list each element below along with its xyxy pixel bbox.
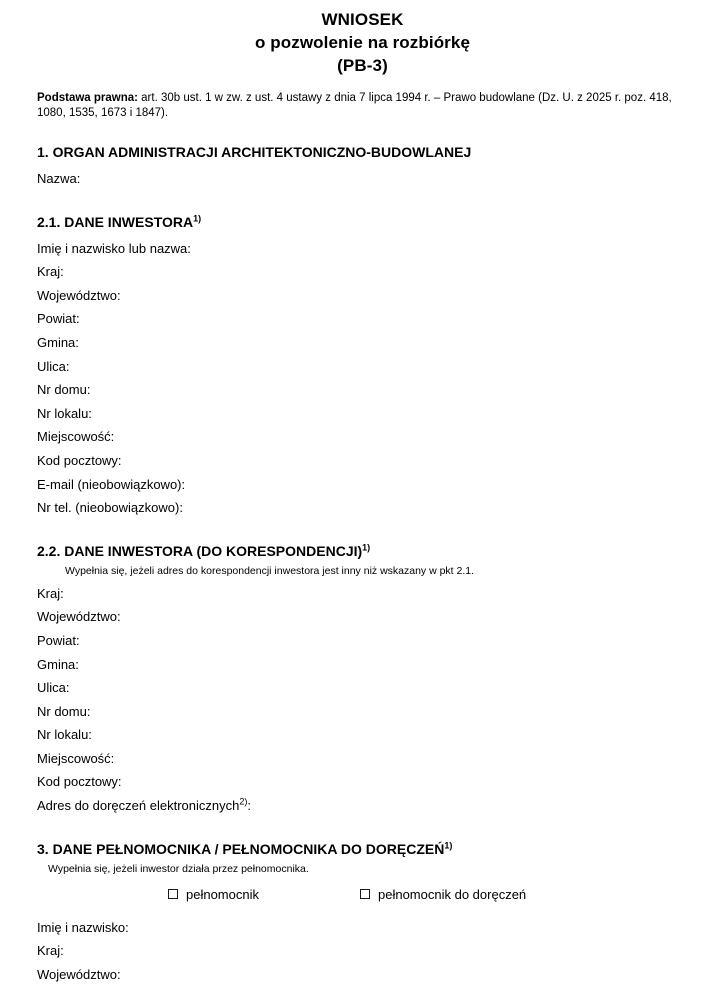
page-title xyxy=(37,0,688,77)
title-line-1: WNIOSEK xyxy=(321,10,404,29)
field-label-imie-nazwisko-nazwa: Imię i nazwisko lub nazwa: xyxy=(37,240,191,256)
field-label-adres-doreczen-footnote-ref: 2) xyxy=(239,796,248,807)
field-label-miejscowosc: Miejscowość: xyxy=(37,429,115,445)
section-heading-investor-correspondence xyxy=(37,520,688,560)
field-label-pelnomocnik-kraj: Kraj: xyxy=(37,943,64,959)
field-list-investor-correspondence xyxy=(37,578,688,818)
checkbox-label-pelnomocnik-do-doreczen: pełnomocnik do doręczeń xyxy=(378,886,527,902)
field-label-kod-pocztowy: Kod pocztowy: xyxy=(37,452,122,468)
field-label-adres-doreczen-elektronicznych xyxy=(37,794,688,818)
field-label-korespondencja-powiat: Powiat: xyxy=(37,632,80,648)
field-list-investor xyxy=(37,231,688,520)
section-heading-investor-footnote-ref: 1) xyxy=(193,212,202,223)
section-heading-investor-text: 2.1. DANE INWESTORA xyxy=(37,213,194,230)
section-heading-investor xyxy=(37,191,688,231)
field-label-wojewodztwo: Województwo: xyxy=(37,287,121,303)
field-label-nr-lokalu: Nr lokalu: xyxy=(37,405,92,421)
field-label-adres-doreczen-colon: : xyxy=(247,798,251,814)
field-label-korespondencja-nr-domu: Nr domu: xyxy=(37,703,91,719)
checkbox-icon-pelnomocnik-do-doreczen[interactable] xyxy=(360,889,370,899)
field-list-proxy xyxy=(37,912,688,986)
field-label-kraj: Kraj: xyxy=(37,264,64,280)
section-heading-investor-correspondence-text: 2.2. DANE INWESTORA (DO KORESPONDENCJI) xyxy=(37,542,363,559)
field-label-pelnomocnik-imie-nazwisko: Imię i nazwisko: xyxy=(37,919,129,935)
section-heading-proxy xyxy=(37,818,688,858)
field-label-nazwa: Nazwa: xyxy=(37,171,81,186)
checkbox-icon-pelnomocnik[interactable] xyxy=(168,889,178,899)
checkbox-option-pelnomocnik-do-doreczen[interactable] xyxy=(360,886,526,903)
legal-basis-label: Podstawa prawna: xyxy=(37,92,138,104)
field-label-korespondencja-nr-lokalu: Nr lokalu: xyxy=(37,727,92,743)
section-heading-organ xyxy=(37,121,688,161)
field-label-nr-tel: Nr tel. (nieobowiązkowo): xyxy=(37,500,183,516)
section-note-proxy: Wypełnia się, jeżeli inwestor działa przez pełnomocnika. xyxy=(48,862,309,875)
section-heading-investor-correspondence-footnote-ref: 1) xyxy=(362,542,371,553)
field-label-korespondencja-kod-pocztowy: Kod pocztowy: xyxy=(37,774,122,790)
field-label-korespondencja-kraj: Kraj: xyxy=(37,585,64,601)
field-label-korespondencja-miejscowosc: Miejscowość: xyxy=(37,750,115,766)
legal-basis-text: art. 30b ust. 1 w zw. z ust. 4 ustawy z dnia 7 lipca 1994 r. – Prawo budowlane (Dz. U. z 2025 r. poz. 418, 1080, 1535, 1673 i 1847). xyxy=(37,92,672,119)
title-line-2: o pozwolenie na rozbiórkę xyxy=(254,33,471,52)
field-label-pelnomocnik-wojewodztwo: Województwo: xyxy=(37,966,121,982)
section-heading-proxy-footnote-ref: 1) xyxy=(444,840,453,850)
field-label-korespondencja-wojewodztwo: Województwo: xyxy=(37,609,121,625)
field-label-gmina: Gmina: xyxy=(37,334,79,350)
field-label-ulica: Ulica: xyxy=(37,358,70,374)
field-list-organ xyxy=(37,161,688,191)
section-note-investor-correspondence: Wypełnia się, jeżeli adres do korespondencji inwestora jest inny niż wskazany w pkt 2.1. xyxy=(65,564,475,577)
title-line-3: (PB-3) xyxy=(337,56,388,75)
proxy-type-checkbox-group xyxy=(37,876,688,912)
section-heading-organ-text: 1. ORGAN ADMINISTRACJI ARCHITEKTONICZNO-BUDOWLANEJ xyxy=(37,144,472,160)
field-label-adres-doreczen-elektronicznych-text: Adres do doręczeń elektronicznych xyxy=(37,798,240,814)
field-label-powiat: Powiat: xyxy=(37,311,80,327)
field-label-korespondencja-ulica: Ulica: xyxy=(37,680,70,696)
field-label-email: E-mail (nieobowiązkowo): xyxy=(37,476,186,492)
checkbox-label-pelnomocnik: pełnomocnik xyxy=(186,886,259,902)
field-label-nr-domu: Nr domu: xyxy=(37,382,91,398)
field-label-korespondencja-gmina: Gmina: xyxy=(37,656,79,672)
section-heading-proxy-text: 3. DANE PEŁNOMOCNIKA / PEŁNOMOCNIKA DO DORĘCZEŃ xyxy=(37,840,445,857)
legal-basis xyxy=(37,77,688,121)
checkbox-option-pelnomocnik[interactable] xyxy=(168,886,259,903)
